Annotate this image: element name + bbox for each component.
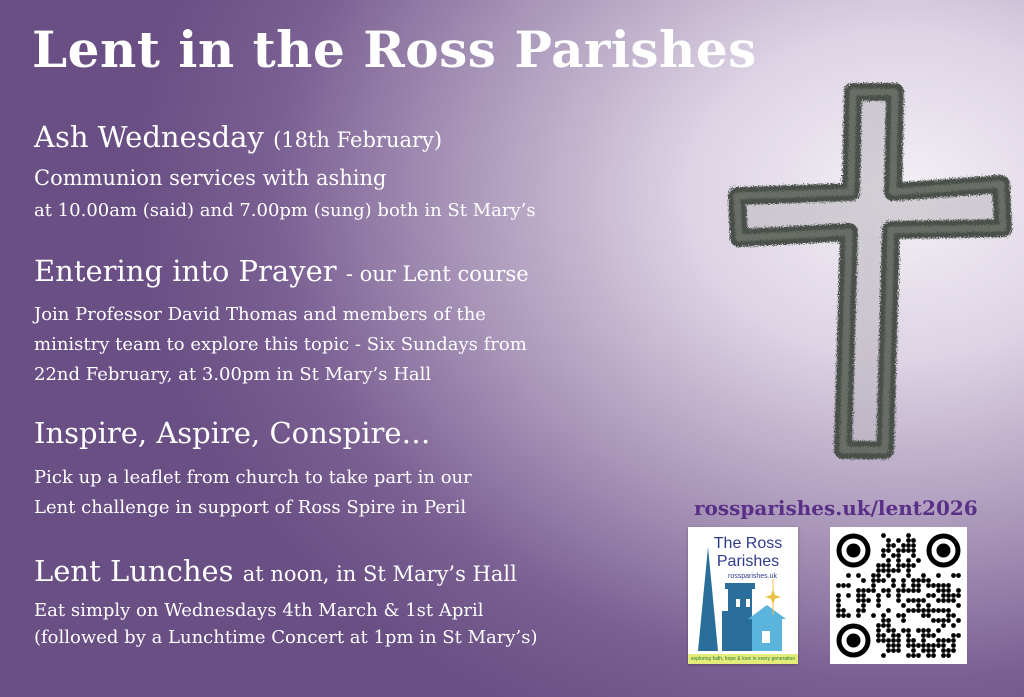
lent-challenge-heading: Inspire, Aspire, Conspire… <box>34 416 431 450</box>
lent-challenge-line-1: Pick up a leaflet from church to take part in our <box>34 467 472 488</box>
lent-lunches-heading <box>34 554 517 588</box>
logo-name: The Ross Parishes <box>713 535 783 570</box>
lent-course-line-2: ministry team to explore this topic - Six Sundays from <box>34 334 527 355</box>
qr-code-icon[interactable] <box>830 527 967 664</box>
lent-lunches-note: at noon, in St Mary’s Hall <box>242 562 517 586</box>
qr-code-pattern <box>830 527 967 664</box>
church-icon <box>688 527 798 664</box>
lent-course-title: Entering into Prayer <box>34 254 337 288</box>
ash-cross-icon <box>725 80 1015 480</box>
lent-course-line-1: Join Professor David Thomas and members of the <box>34 304 486 325</box>
ash-wednesday-times: at 10.00am (said) and 7.00pm (sung) both in St Mary’s <box>34 200 536 221</box>
ash-wednesday-heading <box>34 120 442 154</box>
lent-lunches-title: Lent Lunches <box>34 554 234 588</box>
lent-course-heading <box>34 254 529 288</box>
logo-tagline: exploring faith, hope & love in every generation <box>688 654 798 664</box>
page-title: Lent in the Ross Parishes <box>32 20 757 79</box>
lent-url-link[interactable]: rossparishes.uk/lent2026 <box>694 496 978 520</box>
logo-site: rossparishes.uk <box>728 573 778 580</box>
lent-course-note: - our Lent course <box>345 262 529 286</box>
lent-lunches-line-1: Eat simply on Wednesdays 4th March & 1st April <box>34 600 484 621</box>
lent-challenge-line-2: Lent challenge in support of Ross Spire in Peril <box>34 497 467 518</box>
ash-wednesday-title: Ash Wednesday <box>34 120 264 154</box>
ash-wednesday-date: (18th February) <box>273 128 443 152</box>
ash-wednesday-subheading: Communion services with ashing <box>34 166 387 190</box>
ross-parishes-logo <box>688 527 798 664</box>
lent-course-line-3: 22nd February, at 3.00pm in St Mary’s Hall <box>34 364 432 385</box>
lent-lunches-line-2: (followed by a Lunchtime Concert at 1pm in St Mary’s) <box>34 627 538 648</box>
